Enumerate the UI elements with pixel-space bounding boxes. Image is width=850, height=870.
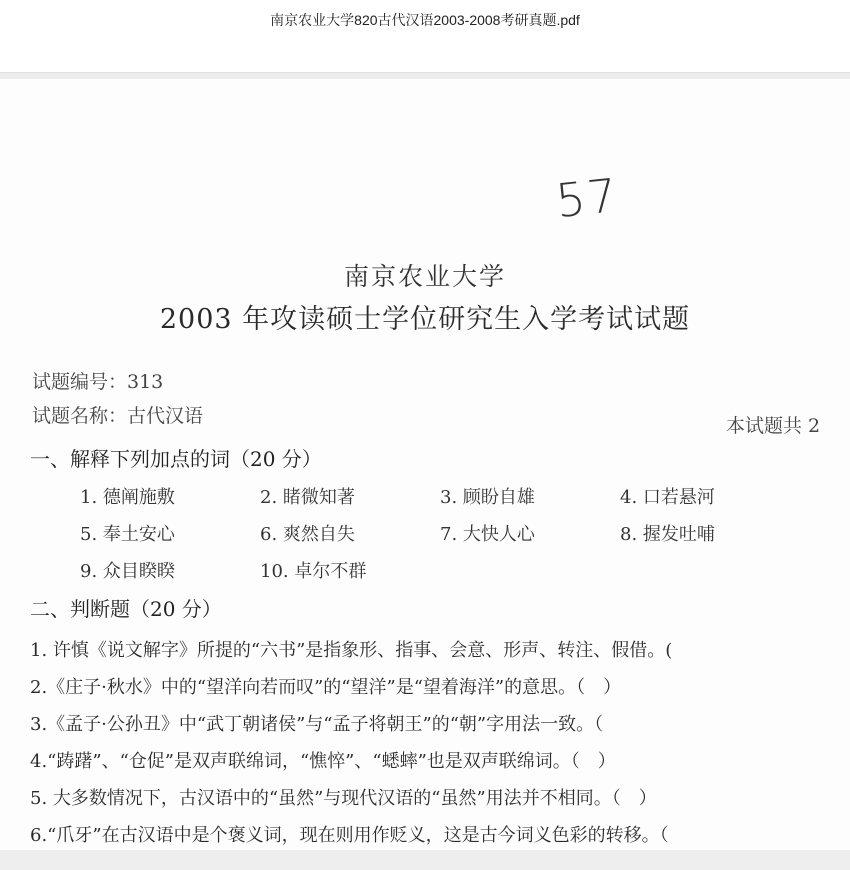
vocab-item: 9. 众目睽睽 xyxy=(80,561,175,582)
vocab-item: 7. 大快人心 xyxy=(440,524,535,545)
true-false-question: 1. 许慎《说文解字》所提的“六书”是指象形、指事、会意、形声、转注、假借。( xyxy=(30,640,673,661)
page-bottom-separator xyxy=(0,850,850,870)
section-1-heading: 一、解释下列加点的词（20 分） xyxy=(30,447,322,471)
true-false-question: 5. 大多数情况下，古汉语中的“虽然”与现代汉语的“虽然”用法并不相同。（ ） xyxy=(30,788,657,809)
vocab-item: 4. 口若悬河 xyxy=(620,487,715,508)
vocab-item: 2. 睹微知著 xyxy=(260,487,355,508)
handwritten-page-number: 57 xyxy=(553,167,622,229)
exam-name: 试题名称：古代汉语 xyxy=(32,405,204,427)
toolbar-separator xyxy=(0,72,850,79)
true-false-question: 6.“爪牙”在古汉语中是个褒义词，现在则用作贬义，这是古今词义色彩的转移。（ xyxy=(30,825,669,846)
exam-code: 试题编号：313 xyxy=(32,371,164,393)
true-false-question: 2.《庄子·秋水》中的“望洋向若而叹”的“望洋”是“望着海洋”的意思。（ ） xyxy=(30,677,622,698)
vocab-item: 1. 德阐施敷 xyxy=(80,487,175,508)
exam-title: 2003 年攻读硕士学位研究生入学考试试题 xyxy=(159,304,691,335)
vocab-item: 6. 爽然自失 xyxy=(260,524,355,545)
pdf-page[interactable] xyxy=(0,79,850,850)
section-2-heading: 二、判断题（20 分） xyxy=(30,597,222,621)
vocab-item: 5. 奉土安心 xyxy=(80,524,175,545)
vocab-item: 3. 顾盼自雄 xyxy=(440,487,535,508)
vocab-item: 8. 握发吐哺 xyxy=(620,524,715,545)
page-count-note: 本试题共 2 xyxy=(726,415,821,437)
vocab-item: 10. 卓尔不群 xyxy=(260,561,367,582)
true-false-question: 3.《孟子·公孙丑》中“武丁朝诸侯”与“孟子将朝王”的“朝”字用法一致。（ xyxy=(30,714,604,735)
university-name: 南京农业大学 xyxy=(343,262,506,291)
true-false-question: 4.“踌躇”、“仓促”是双声联绵词，“憔悴”、“蟋蟀”也是双声联绵词。（ ） xyxy=(30,751,616,772)
document-filename: 南京农业大学820古代汉语2003-2008考研真题.pdf xyxy=(270,12,580,28)
pdf-title-bar xyxy=(0,0,850,72)
